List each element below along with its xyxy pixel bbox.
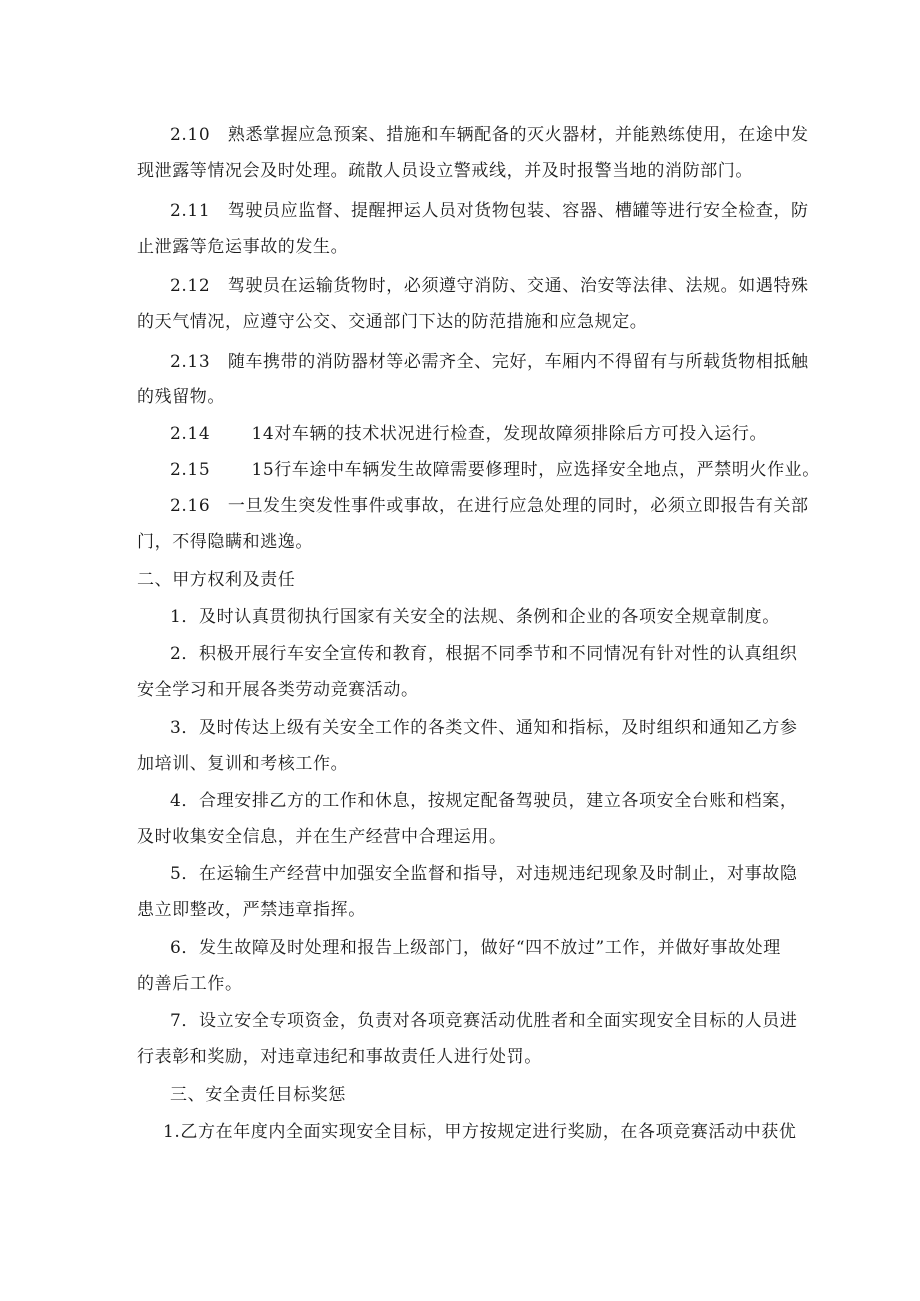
clause-7-line-2: 行表彰和奖励，对违章违纪和事故责任人进行处罚。 xyxy=(137,1047,542,1067)
paragraph-2-13-line-2: 的残留物。 xyxy=(137,387,225,407)
paragraph-2-10-line-1: 2.10 熟悉掌握应急预案、措施和车辆配备的灭火器材，并能熟练使用，在途中发 xyxy=(170,125,809,145)
paragraph-2-11-line-2: 止泄露等危运事故的发生。 xyxy=(137,237,349,257)
clause-3-line-1: 3．及时传达上级有关安全工作的各类文件、通知和指标，及时组织和通知乙方参 xyxy=(170,718,798,738)
paragraph-2-15: 2.15 15行车途中车辆发生故障需要修理时，应选择安全地点，严禁明火作业。 xyxy=(170,460,820,480)
clause-7-line-1: 7．设立安全专项资金，负责对各项竞赛活动优胜者和全面实现安全目标的人员进 xyxy=(170,1011,798,1031)
paragraph-2-14: 2.14 14对车辆的技术状况进行检查，发现故障须排除后方可投入运行。 xyxy=(170,424,768,444)
clause-3-line-2: 加培训、复训和考核工作。 xyxy=(137,754,349,774)
clause-5-line-1: 5．在运输生产经营中加强安全监督和指导，对违规违纪现象及时制止，对事故隐 xyxy=(170,864,798,884)
paragraph-2-12-line-1: 2.12 驾驶员在运输货物时，必须遵守消防、交通、治安等法律、法规。如遇特殊 xyxy=(170,276,809,296)
clause-4-line-2: 及时收集安全信息，并在生产经营中合理运用。 xyxy=(137,827,507,847)
paragraph-2-16-line-1: 2.16 一旦发生突发性事件或事故，在进行应急处理的同时，必须立即报告有关部 xyxy=(170,496,809,516)
clause-6-line-2: 的善后工作。 xyxy=(137,974,243,994)
reward-clause-1: 1.乙方在年度内全面实现安全目标，甲方按规定进行奖励，在各项竞赛活动中获优 xyxy=(163,1122,797,1142)
paragraph-2-10-line-2: 现泄露等情况会及时处理。疏散人员设立警戒线，并及时报警当地的消防部门。 xyxy=(137,161,753,181)
clause-6-line-1: 6．发生故障及时处理和报告上级部门，做好“四不放过”工作，并做好事故处理 xyxy=(170,938,781,958)
clause-2-line-2: 安全学习和开展各类劳动竞赛活动。 xyxy=(137,680,419,700)
clause-4-line-1: 4．合理安排乙方的工作和休息，按规定配备驾驶员，建立各项安全台账和档案， xyxy=(170,791,798,811)
paragraph-2-16-line-2: 门，不得隐瞒和逃逸。 xyxy=(137,532,313,552)
paragraph-2-12-line-2: 的天气情况，应遵守公交、交通部门下达的防范措施和应急规定。 xyxy=(137,312,648,332)
clause-2-line-1: 2．积极开展行车安全宣传和教育，根据不同季节和不同情况有针对性的认真组织 xyxy=(170,644,798,664)
clause-5-line-2: 患立即整改，严禁违章指挥。 xyxy=(137,900,366,920)
clause-1: 1．及时认真贯彻执行国家有关安全的法规、条例和企业的各项安全规章制度。 xyxy=(170,607,780,627)
section-heading-3: 三、安全责任目标奖惩 xyxy=(170,1085,346,1105)
paragraph-2-11-line-1: 2.11 驾驶员应监督、提醒押运人员对货物包装、容器、槽罐等进行安全检查，防 xyxy=(170,201,809,221)
paragraph-2-13-line-1: 2.13 随车携带的消防器材等必需齐全、完好，车厢内不得留有与所载货物相抵触 xyxy=(170,352,809,372)
section-heading-2: 二、甲方权利及责任 xyxy=(137,570,296,590)
